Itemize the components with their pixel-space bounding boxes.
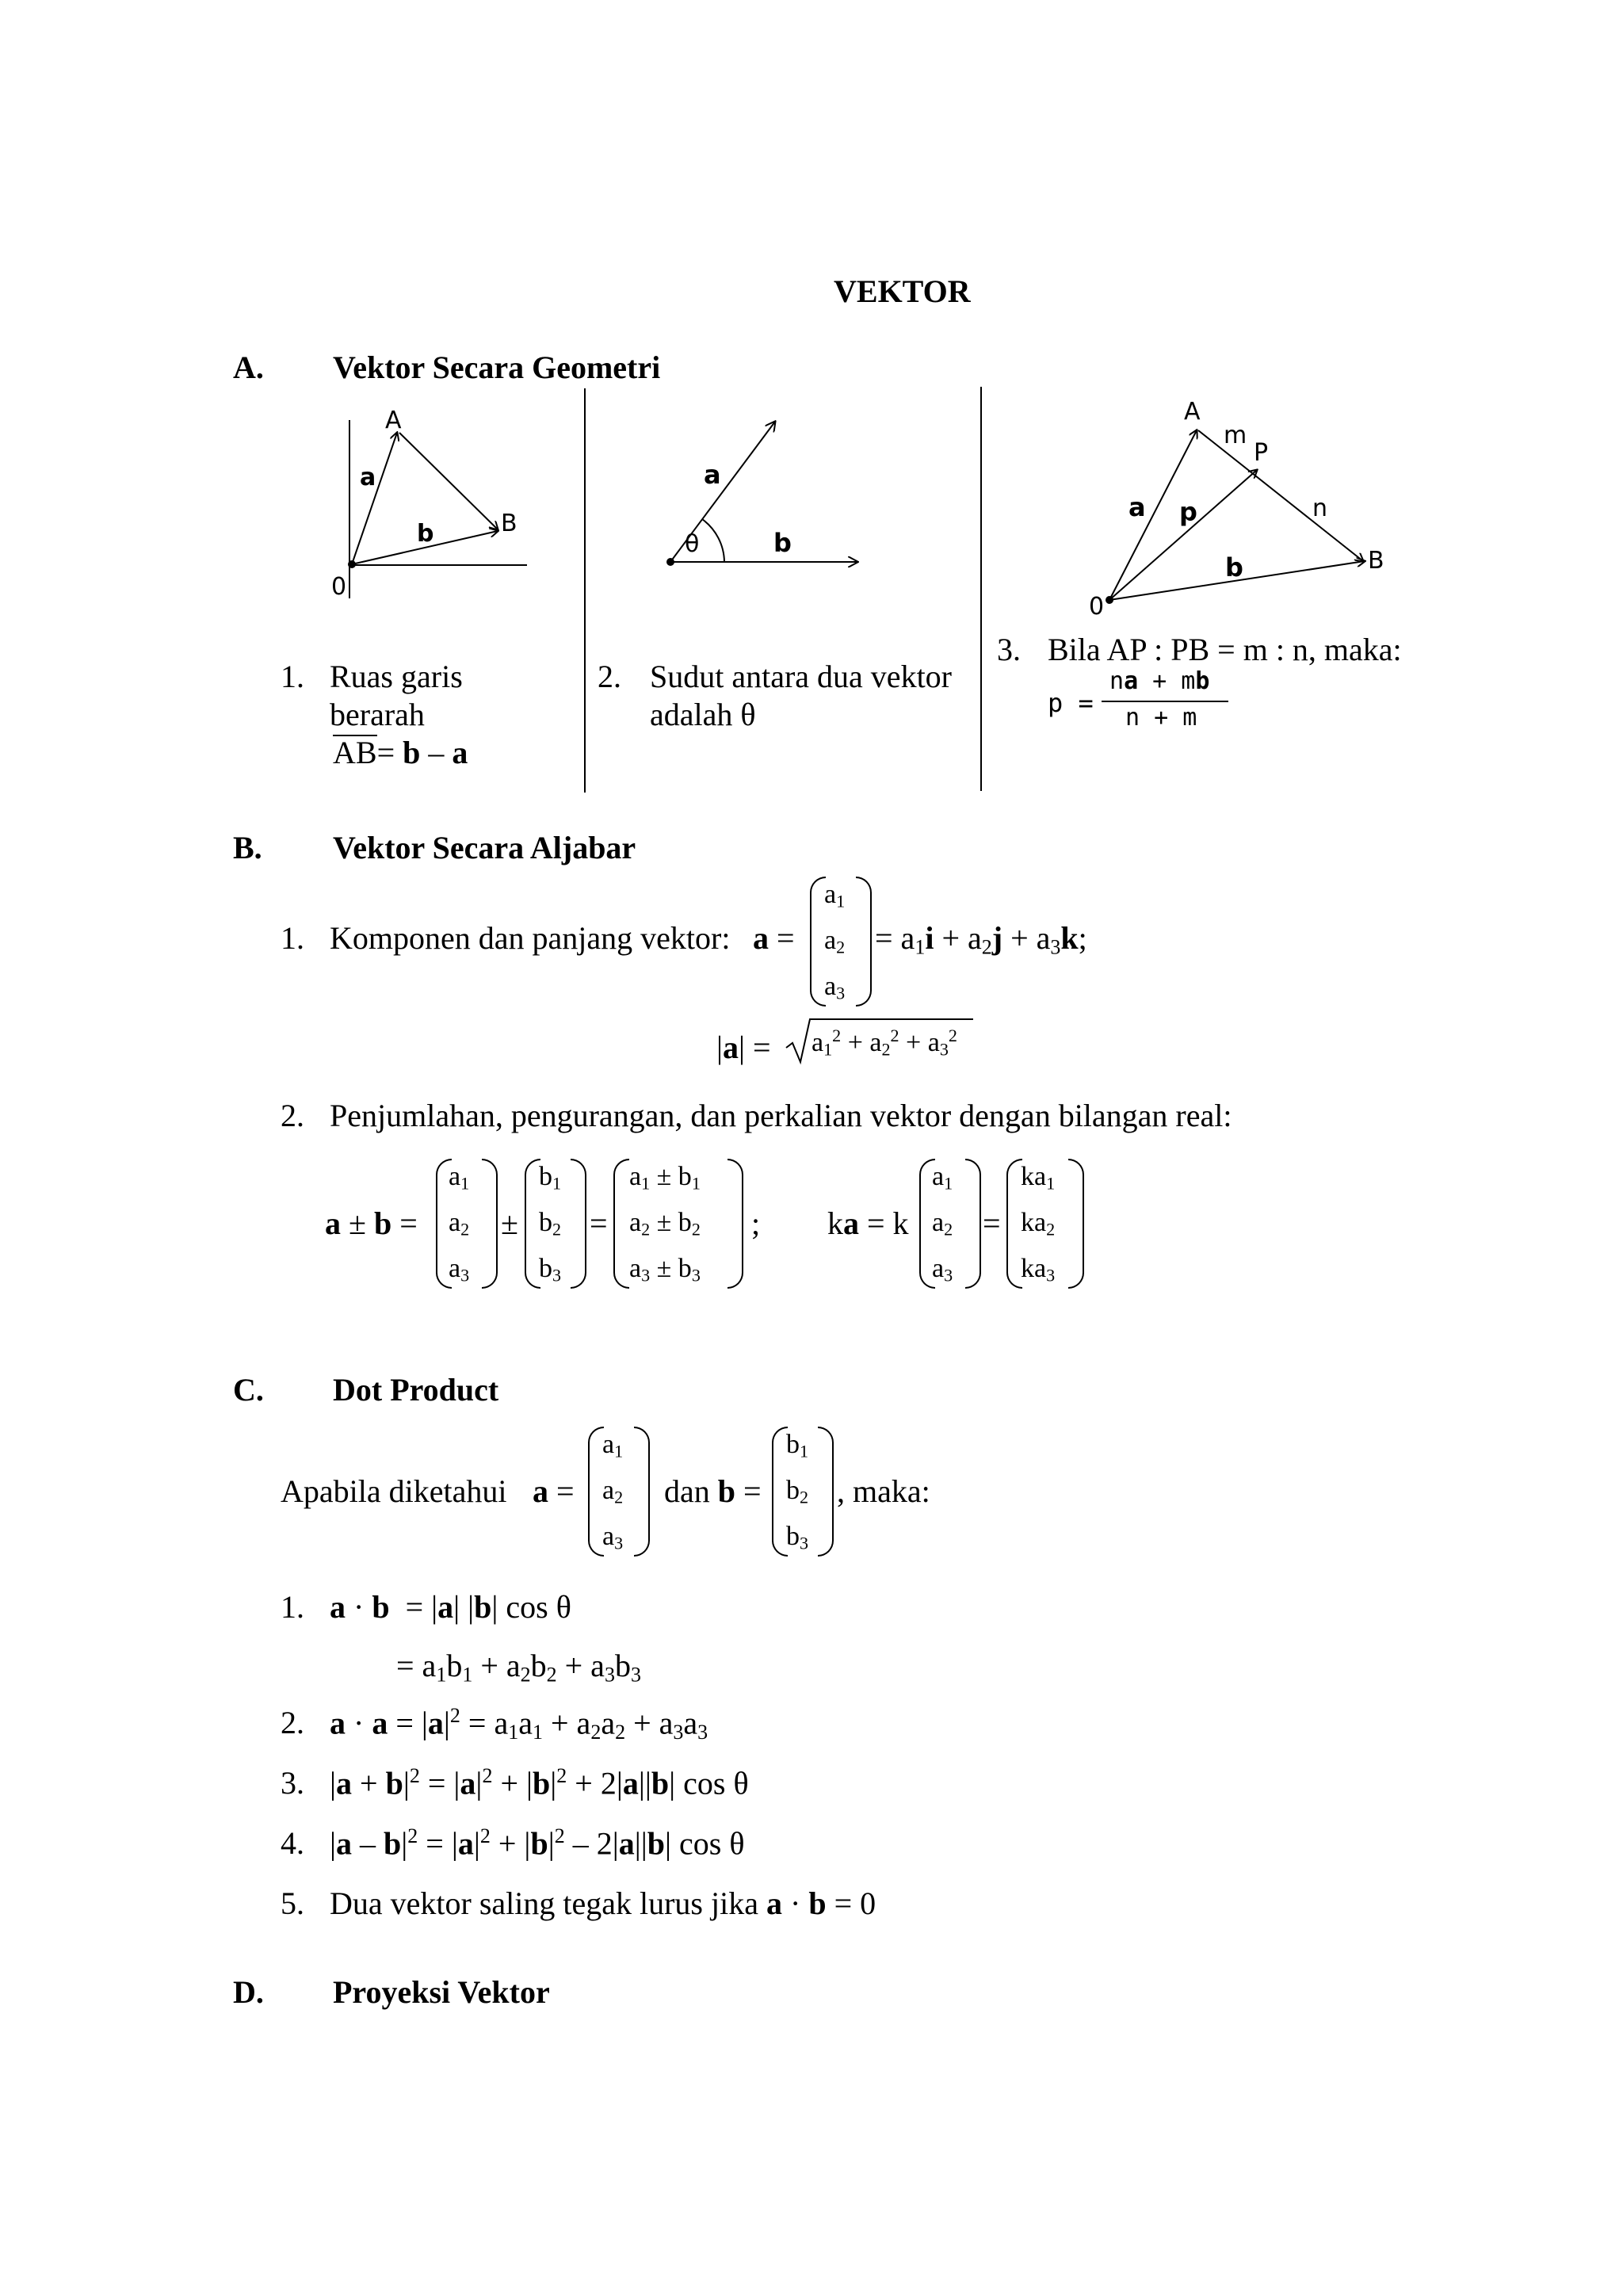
b2-klhs: ka = k	[827, 1205, 909, 1241]
item-a1-number: 1.	[281, 659, 304, 694]
fig1-label-B: B	[501, 510, 517, 537]
item-a2-number: 2.	[598, 659, 621, 694]
dot-colB-cell: $b_3$	[786, 1522, 809, 1553]
dot-colA-cell: $a_1$	[602, 1430, 624, 1461]
column-divider-1	[584, 388, 586, 793]
dot-item-3-number: 3.	[281, 1765, 304, 1801]
dot-item-2-number: 2.	[281, 1705, 304, 1740]
dot-item-1-number: 1.	[281, 1589, 304, 1625]
item-b2-number: 2.	[281, 1098, 304, 1133]
b2-colK-cell: $a_1$	[932, 1162, 953, 1194]
fraction-bar	[1102, 701, 1228, 702]
fig3-label-P: P	[1254, 439, 1269, 467]
b2-colB-left-paren	[525, 1159, 540, 1289]
b1-matrix-cell: $a_1$	[824, 880, 846, 911]
b2-colA-cell: $a_2$	[449, 1208, 470, 1240]
item-b1-abs-a: |a| =	[716, 1030, 771, 1065]
dot-colB-left-paren	[772, 1427, 788, 1557]
item-a1-line1: Ruas garis	[330, 659, 463, 694]
item-a3-number: 3.	[997, 632, 1021, 667]
b2-pm: ±	[501, 1205, 518, 1241]
figure-sudut	[650, 404, 872, 579]
fig3-label-B: B	[1368, 547, 1384, 575]
fig2-label-theta: θ	[685, 530, 700, 558]
section-letter-d: D.	[233, 1974, 264, 2010]
fig3-label-O: 0	[1089, 593, 1105, 621]
fig3-label-m: m	[1224, 422, 1247, 449]
b2-colA-cell: $a_1$	[449, 1162, 470, 1194]
fig2-label-b: b	[773, 528, 792, 558]
item-a2-line1: Sudut antara dua vektor	[650, 659, 952, 694]
dot-maka: , maka:	[837, 1473, 930, 1509]
item-b1-rhs: = $a_1i + a_2j + a_3k$;	[875, 920, 1087, 959]
b2-colA-right-paren	[482, 1159, 498, 1289]
dot-intro: Apabila diketahui	[281, 1473, 507, 1509]
fig3-label-a: a	[1128, 492, 1146, 522]
b2-colB-cell: $b_1$	[539, 1162, 562, 1194]
b2-colS-cell: $a_3 \pm b_3$	[629, 1254, 701, 1286]
b2-colS-cell: $a_1 \pm b_1$	[629, 1162, 701, 1194]
b1-matrix-left-paren	[810, 877, 826, 1007]
dot-item-4-number: 4.	[281, 1825, 304, 1861]
item-b1-number: 1.	[281, 920, 304, 956]
dot-colB-cell: $b_1$	[786, 1430, 809, 1461]
dot-item-4: $|a - b|^2 = |a|^2 + |b|^2 - 2|a||b|$ cos θ	[330, 1824, 745, 1862]
b2-colKA-cell: $ka_2$	[1021, 1208, 1056, 1240]
b1-matrix-cell: $a_2$	[824, 926, 846, 957]
b2-colB-right-paren	[571, 1159, 586, 1289]
fig3-label-b: b	[1225, 552, 1243, 583]
dot-colA-cell: $a_3$	[602, 1522, 624, 1553]
section-letter-c: C.	[233, 1372, 264, 1408]
section-letter-b: B.	[233, 830, 262, 865]
dot-colA-right-paren	[634, 1427, 650, 1557]
b2-colKA-cell: $ka_3$	[1021, 1254, 1056, 1286]
b2-colKA-left-paren	[1006, 1159, 1022, 1289]
item-b1-a-eq: a =	[753, 920, 795, 956]
dot-item-1: a · b = |a| |b| cos θ	[330, 1589, 571, 1625]
item-b1-sqrt-body: $a_1^2 + a_2^2 + a_3^2$	[812, 1026, 957, 1060]
figure-ruas-garis	[325, 396, 539, 610]
section-title-a: Vektor Secara Geometri	[333, 350, 661, 385]
fig3-label-n: n	[1312, 495, 1328, 522]
item-a1-line2: berarah	[330, 697, 425, 732]
b2-colS-right-paren	[727, 1159, 743, 1289]
fig1-label-a: a	[360, 464, 376, 491]
b2-eq2: =	[983, 1205, 1001, 1241]
item-a3-line1: Bila AP : PB = m : n, maka:	[1048, 632, 1402, 667]
dot-item-3: $|a + b|^2 = |a|^2 + |b|^2 + 2|a||b|$ cos θ	[330, 1764, 749, 1801]
ab-overline: AB	[333, 735, 377, 770]
fig1-label-A: A	[385, 407, 402, 434]
dot-a-eq: a =	[533, 1473, 575, 1509]
dot-item-1b: = $a_1b_1 + a_2b_2 + a_3b_3$	[396, 1648, 641, 1687]
item-a3-denominator: n + m	[1125, 704, 1197, 732]
b2-colKA-right-paren	[1068, 1159, 1084, 1289]
b2-semicolon: ;	[751, 1205, 761, 1241]
b2-colK-right-paren	[965, 1159, 981, 1289]
dot-item-2: $a \cdot a = |a|^2 = a_1a_1 + a_2a_2 + a_3a_3$	[330, 1704, 708, 1744]
item-b1-text: Komponen dan panjang vektor:	[330, 920, 731, 956]
b2-colB-cell: $b_3$	[539, 1254, 562, 1286]
fig1-label-O: 0	[331, 573, 347, 601]
fig1-label-b: b	[417, 520, 434, 548]
fig3-label-A: A	[1184, 398, 1201, 426]
dot-colB-right-paren	[818, 1427, 834, 1557]
item-a3-p-eq: p =	[1048, 688, 1094, 718]
b1-matrix-cell: $a_3$	[824, 972, 846, 1003]
b1-matrix-right-paren	[856, 877, 872, 1007]
fig3-label-p: p	[1179, 497, 1197, 527]
section-title-c: Dot Product	[333, 1372, 499, 1408]
dot-colA-cell: $a_2$	[602, 1476, 624, 1507]
page-title: VEKTOR	[834, 273, 971, 309]
section-title-d: Proyeksi Vektor	[333, 1974, 550, 2010]
figure-pembagian-ruas	[1078, 392, 1411, 630]
b2-colB-cell: $b_2$	[539, 1208, 562, 1240]
column-divider-2	[980, 387, 982, 791]
dot-item-5-number: 5.	[281, 1885, 304, 1921]
dot-item-5: Dua vektor saling tegak lurus jika a · b = 0	[330, 1885, 876, 1921]
b2-colK-cell: $a_2$	[932, 1208, 953, 1240]
fig2-label-a: a	[704, 460, 721, 490]
b2-colS-left-paren	[613, 1159, 629, 1289]
b2-colA-cell: $a_3$	[449, 1254, 470, 1286]
dot-colB-cell: $b_2$	[786, 1476, 809, 1507]
b2-colS-cell: $a_2 \pm b_2$	[629, 1208, 701, 1240]
item-a1-formula: AB= b – a	[333, 735, 468, 770]
b2-colKA-cell: $ka_1$	[1021, 1162, 1056, 1194]
b2-eq: =	[590, 1205, 608, 1241]
section-letter-a: A.	[233, 350, 264, 385]
section-title-b: Vektor Secara Aljabar	[333, 830, 636, 865]
dot-dan: dan b =	[664, 1473, 762, 1509]
item-a2-line2: adalah θ	[650, 697, 756, 732]
item-a3-numerator: na + mb	[1109, 667, 1210, 695]
b2-colK-cell: $a_3$	[932, 1254, 953, 1286]
dot-colA-left-paren	[588, 1427, 604, 1557]
b2-lhs: a ± b =	[325, 1205, 418, 1241]
item-b2-text: Penjumlahan, pengurangan, dan perkalian vektor dengan bilangan real:	[330, 1098, 1232, 1133]
